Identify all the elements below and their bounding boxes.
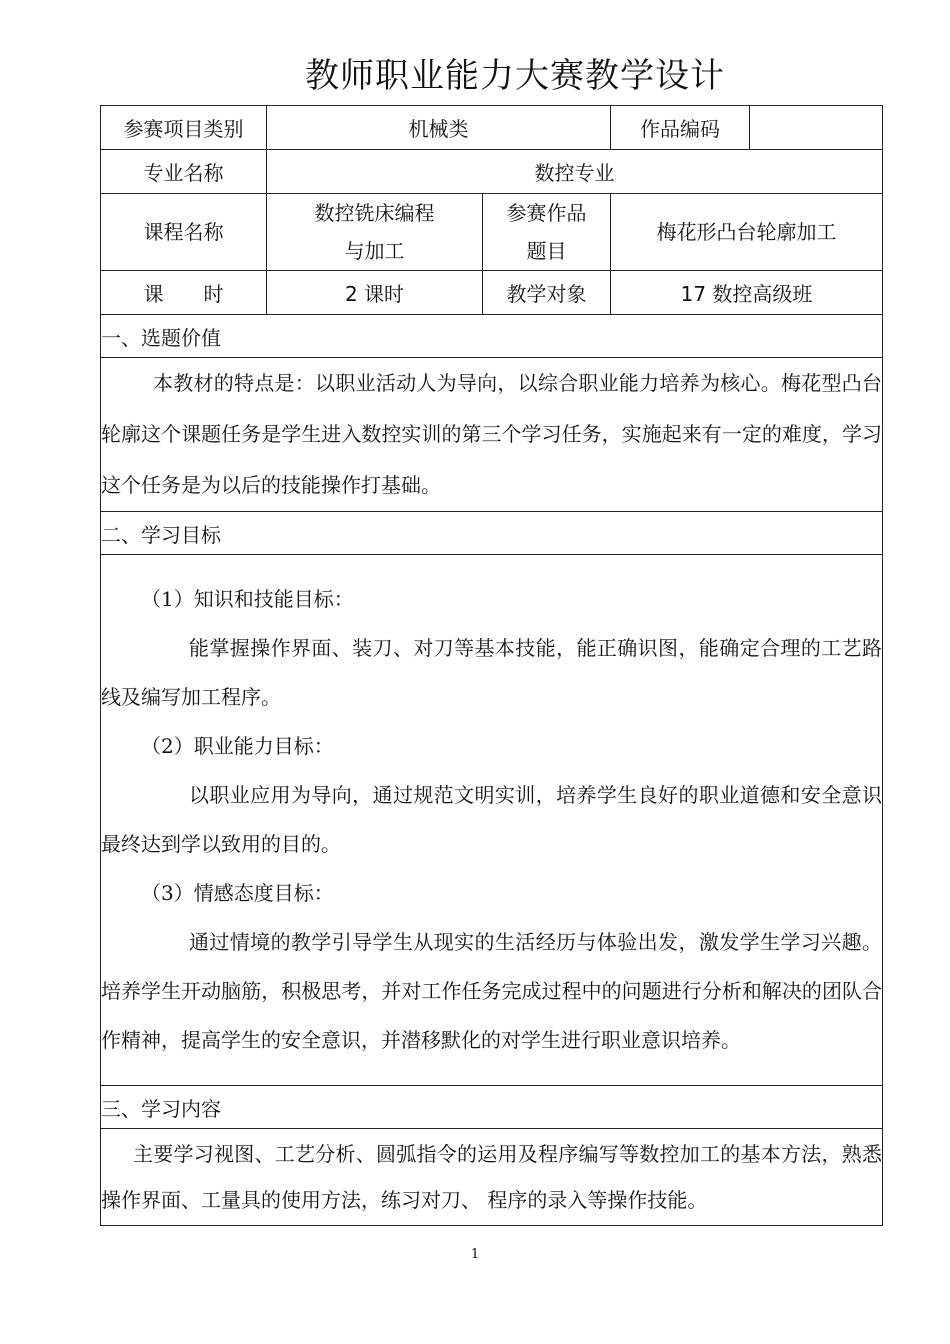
hours-value: 2 课时 (267, 271, 483, 315)
major-label: 专业名称 (101, 150, 267, 194)
topic-label-line2: 题目 (526, 239, 567, 263)
goal3-title: （3）情感态度目标： (141, 881, 334, 905)
code-value (750, 106, 883, 150)
section3-heading: 三、学习内容 (101, 1086, 883, 1129)
table-row (101, 106, 883, 150)
table-row (101, 512, 883, 555)
table-row (101, 150, 883, 194)
goal1-title: （1）知识和技能目标： (141, 587, 354, 611)
section2-body (101, 555, 883, 1086)
code-label: 作品编码 (611, 106, 750, 150)
document-title: 教师职业能力大赛教学设计 (305, 56, 725, 96)
audience-label: 教学对象 (483, 271, 611, 315)
course-value-line1: 数控铣床编程 (314, 201, 435, 225)
topic-label-line1: 参赛作品 (506, 201, 587, 225)
category-label: 参赛项目类别 (101, 106, 267, 150)
section3-text: 主要学习视图、工艺分析、圆弧指令的运用及程序编写等数控加工的基本方法，熟悉操作界面、工量具的使用方法，练习对刀、 程序的录入等操作技能。 (101, 1129, 883, 1226)
section2-heading: 二、学习目标 (101, 512, 883, 555)
table-row (101, 1129, 883, 1226)
section1-heading: 一、选题价值 (101, 315, 883, 358)
section1-text: 本教材的特点是：以职业活动人为导向，以综合职业能力培养为核心。梅花型凸台轮廓这个课题任务是学生进入数控实训的第三个学习任务，实施起来有一定的难度，学习这个任务是为以后的技能操作打基础。 (101, 358, 883, 512)
course-value (267, 194, 483, 271)
goal2-title: （2）职业能力目标： (141, 734, 334, 758)
course-label: 课程名称 (101, 194, 267, 271)
table-row (101, 315, 883, 358)
category-value: 机械类 (267, 106, 611, 150)
table-row (101, 1086, 883, 1129)
table-row (101, 555, 883, 1086)
hours-label: 课 时 (101, 271, 267, 315)
goal1-text: 能掌握操作界面、装刀、对刀等基本技能，能正确识图，能确定合理的工艺路线及编写加工程序。 (101, 636, 882, 709)
page-number: 1 (470, 1247, 480, 1262)
audience-value: 17 数控高级班 (611, 271, 883, 315)
topic-label (483, 194, 611, 271)
teaching-design-table (100, 105, 883, 1226)
topic-value: 梅花形凸台轮廓加工 (611, 194, 883, 271)
course-value-line2: 与加工 (344, 239, 405, 263)
table-row (101, 358, 883, 512)
major-value: 数控专业 (267, 150, 883, 194)
goal3-text: 通过情境的教学引导学生从现实的生活经历与体验出发，激发学生学习兴趣。培养学生开动脑筋，积极思考，并对工作任务完成过程中的问题进行分析和解决的团队合作精神，提高学生的安全意识，并潜移默化的对学生进行职业意识培养。 (101, 930, 882, 1052)
table-row (101, 194, 883, 271)
goal2-text: 以职业应用为导向，通过规范文明实训，培养学生良好的职业道德和安全意识最终达到学以致用的目的。 (101, 783, 882, 856)
table-row (101, 271, 883, 315)
